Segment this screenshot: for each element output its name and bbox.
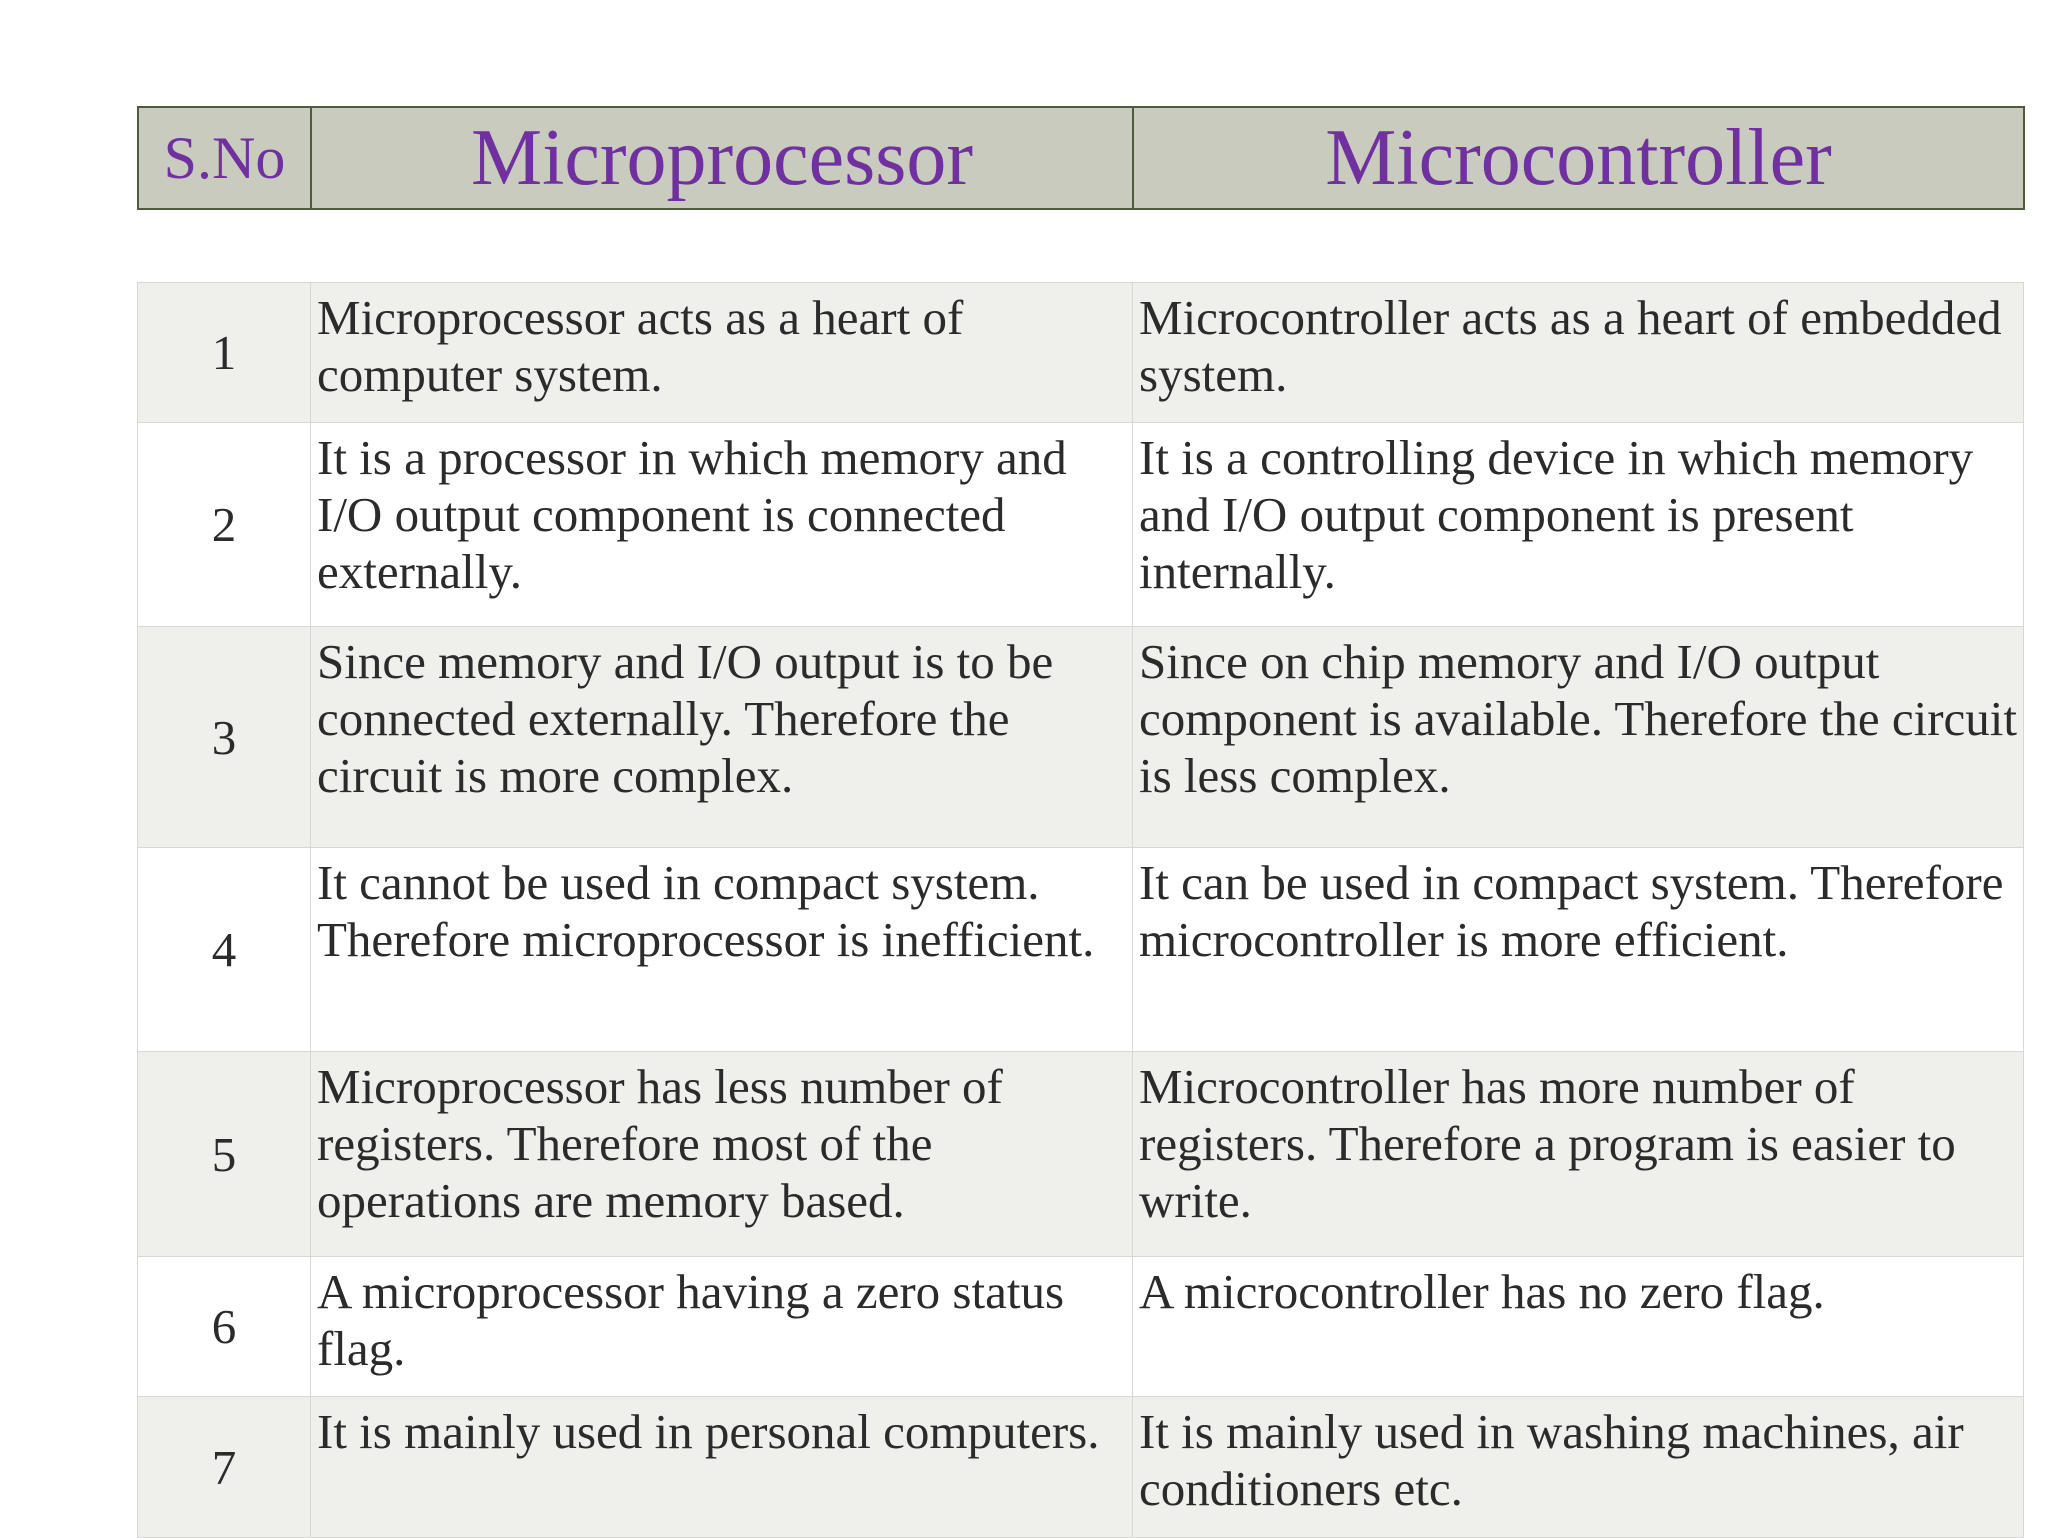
row-number: 5 xyxy=(138,1052,311,1257)
row-number: 3 xyxy=(138,627,311,848)
microprocessor-cell: Microprocessor has less number of registers. Therefore most of the operations are memory based. xyxy=(311,1052,1133,1257)
table-row xyxy=(138,1257,2024,1397)
microcontroller-cell: It can be used in compact system. Therefore microcontroller is more efficient. xyxy=(1133,848,2024,1052)
comparison-table xyxy=(137,282,2024,1538)
header-sno: S.No xyxy=(138,107,311,209)
row-number: 2 xyxy=(138,423,311,627)
row-number: 6 xyxy=(138,1257,311,1397)
microprocessor-cell: It is mainly used in personal computers. xyxy=(311,1397,1133,1538)
microcontroller-cell: It is a controlling device in which memory and I/O output component is present internally. xyxy=(1133,423,2024,627)
microcontroller-cell: Microcontroller has more number of registers. Therefore a program is easier to write. xyxy=(1133,1052,2024,1257)
microprocessor-cell: Microprocessor acts as a heart of computer system. xyxy=(311,283,1133,423)
header-row xyxy=(138,107,2024,209)
microprocessor-cell: A microprocessor having a zero status flag. xyxy=(311,1257,1133,1397)
header-microprocessor: Microprocessor xyxy=(311,107,1133,209)
microcontroller-cell: Microcontroller acts as a heart of embedded system. xyxy=(1133,283,2024,423)
microprocessor-cell: It cannot be used in compact system. Therefore microprocessor is inefficient. xyxy=(311,848,1133,1052)
table-row xyxy=(138,848,2024,1052)
header-table xyxy=(137,106,2025,210)
row-number: 7 xyxy=(138,1397,311,1538)
table-row xyxy=(138,1397,2024,1538)
table-row xyxy=(138,627,2024,848)
microcontroller-cell: It is mainly used in washing machines, air conditioners etc. xyxy=(1133,1397,2024,1538)
microcontroller-cell: A microcontroller has no zero flag. xyxy=(1133,1257,2024,1397)
microprocessor-cell: It is a processor in which memory and I/O output component is connected externally. xyxy=(311,423,1133,627)
microprocessor-cell: Since memory and I/O output is to be connected externally. Therefore the circuit is more complex. xyxy=(311,627,1133,848)
table-row xyxy=(138,283,2024,423)
microcontroller-cell: Since on chip memory and I/O output component is available. Therefore the circuit is less complex. xyxy=(1133,627,2024,848)
table-row xyxy=(138,1052,2024,1257)
table-row xyxy=(138,423,2024,627)
row-number: 4 xyxy=(138,848,311,1052)
row-number: 1 xyxy=(138,283,311,423)
header-microcontroller: Microcontroller xyxy=(1133,107,2024,209)
